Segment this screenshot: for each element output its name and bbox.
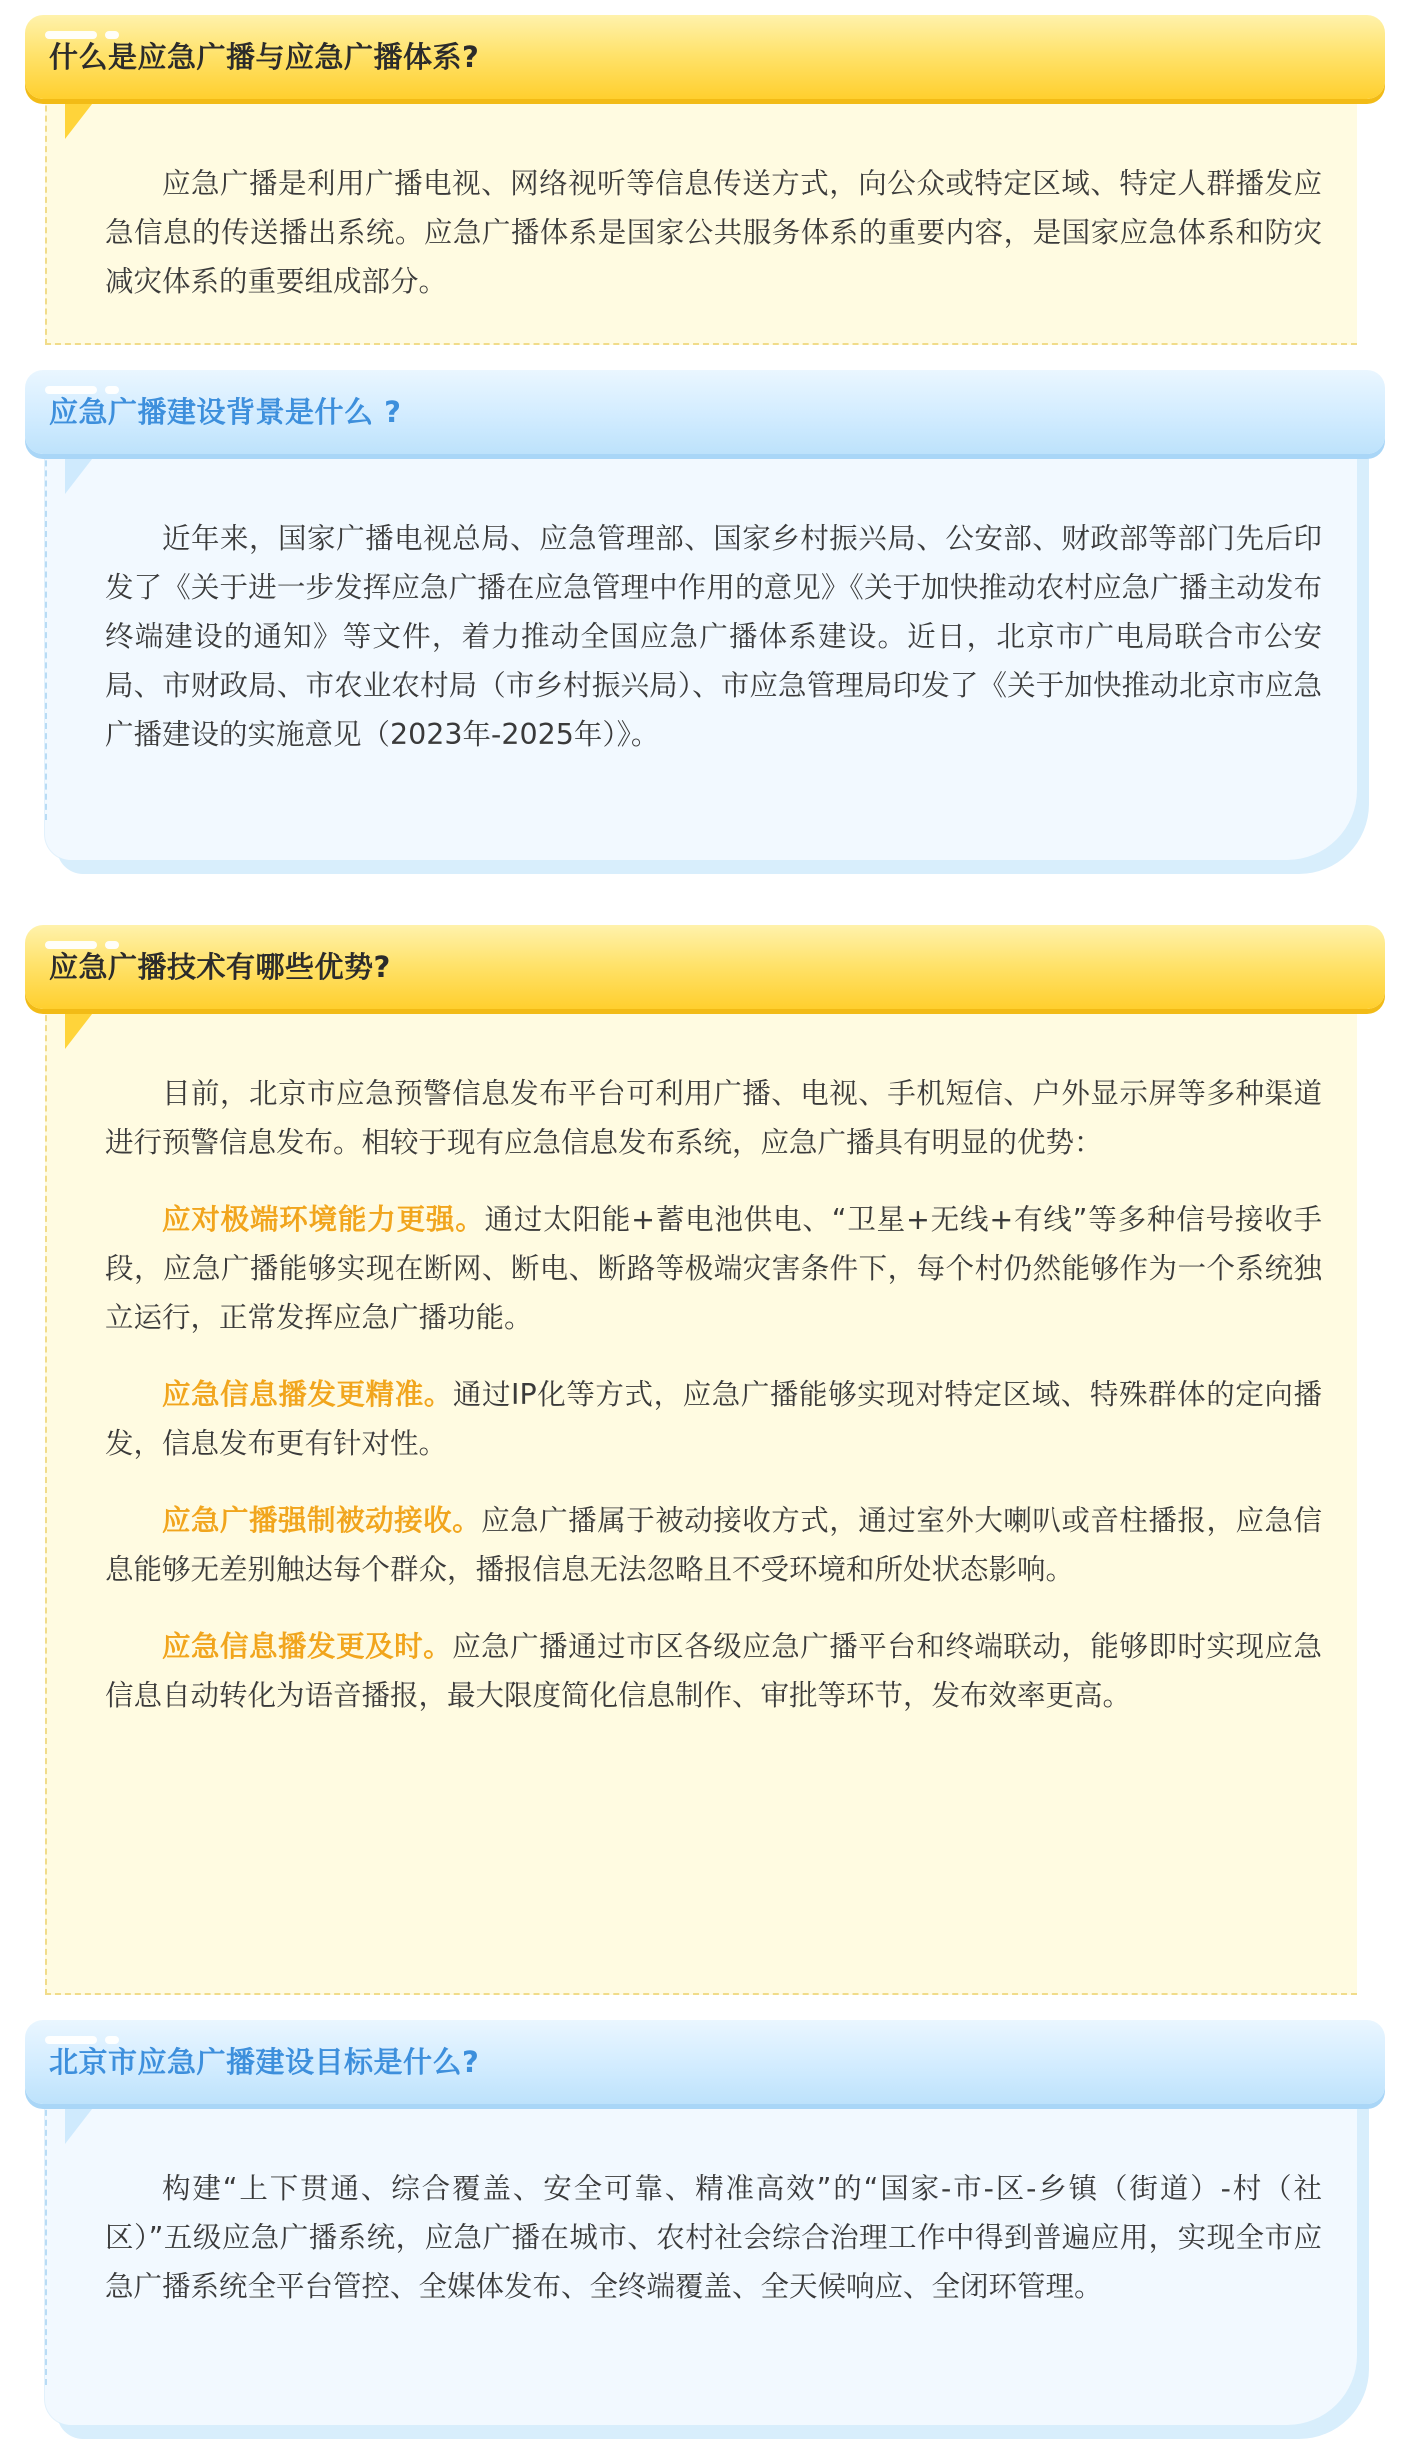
section-body bbox=[105, 2164, 1322, 2311]
section-what-is-emergency-broadcast bbox=[25, 15, 1385, 350]
section-title: 应急广播技术有哪些优势? bbox=[49, 950, 391, 984]
paragraph: 构建“上下贯通、综合覆盖、安全可靠、精准高效”的“国家-市-区-乡镇（街道）-村（社区）”五级应急广播系统，应急广播在城市、农村社会综合治理工作中得到普遍应用，实现全市应急广播系统全平台管控、全媒体发布、全终端覆盖、全天候响应、全闭环管理。 bbox=[105, 2172, 1322, 2303]
section-construction-goals bbox=[25, 2020, 1385, 2440]
section-panel bbox=[45, 430, 1357, 860]
intro-paragraph: 目前，北京市应急预警信息发布平台可利用广播、电视、手机短信、户外显示屏等多种渠道进行预警信息发布。相较于现有应急信息发布系统，应急广播具有明显的优势： bbox=[105, 1077, 1322, 1159]
dashed-divider bbox=[45, 2080, 47, 2385]
section-construction-background bbox=[25, 370, 1385, 875]
advantage-body: 通过IP化等方式，应急广播能够实现对特定区域、特殊群体的定向播发，信息发布更有针对性。 bbox=[105, 1378, 1322, 1460]
paragraph: 近年来，国家广播电视总局、应急管理部、国家乡村振兴局、公安部、财政部等部门先后印发了《关于进一步发挥应急广播在应急管理中作用的意见》《关于加快推动农村应急广播主动发布终端建设的通知》等文件，着力推动全国应急广播体系建设。近日，北京市广电局联合市公安局、市财政局、市农业农村局（市乡村振兴局）、市应急管理局印发了《关于加快推动北京市应急广播建设的实施意见（2023年-2025年）》。 bbox=[105, 522, 1322, 751]
advantage-item bbox=[105, 1370, 1322, 1468]
dashed-divider bbox=[45, 343, 1357, 345]
advantage-body: 应急广播属于被动接收方式，通过室外大喇叭或音柱播报，应急信息能够无差别触达每个群众，播报信息无法忽略且不受环境和所处状态影响。 bbox=[105, 1504, 1322, 1586]
section-body bbox=[105, 514, 1322, 759]
advantage-item bbox=[105, 1496, 1322, 1594]
advantage-heading: 应急广播强制被动接收。 bbox=[162, 1504, 482, 1537]
section-technical-advantages bbox=[25, 925, 1385, 2000]
dashed-divider bbox=[45, 430, 47, 820]
advantage-body: 应急广播通过市区各级应急广播平台和终端联动，能够即时实现应急信息自动转化为语音播报，最大限度简化信息制作、审批等环节，发布效率更高。 bbox=[105, 1630, 1322, 1712]
dashed-divider bbox=[45, 985, 47, 1995]
advantage-heading: 应对极端环境能力更强。 bbox=[162, 1203, 485, 1236]
paragraph: 应急广播是利用广播电视、网络视听等信息传送方式，向公众或特定区域、特定人群播发应急信息的传送播出系统。应急广播体系是国家公共服务体系的重要内容，是国家应急体系和防灾减灾体系的重要组成部分。 bbox=[105, 167, 1322, 298]
advantage-heading: 应急信息播发更及时。 bbox=[162, 1630, 453, 1663]
section-panel bbox=[45, 2080, 1357, 2425]
advantage-item bbox=[105, 1622, 1322, 1720]
section-header bbox=[25, 2020, 1385, 2104]
section-header bbox=[25, 15, 1385, 99]
section-title: 什么是应急广播与应急广播体系? bbox=[49, 40, 480, 74]
section-header bbox=[25, 925, 1385, 1009]
dashed-divider bbox=[45, 1993, 1357, 1995]
section-title: 应急广播建设背景是什么 ? bbox=[49, 395, 402, 429]
section-panel bbox=[45, 75, 1357, 345]
advantage-item bbox=[105, 1195, 1322, 1342]
section-body bbox=[105, 1069, 1322, 1720]
dashed-divider bbox=[45, 75, 47, 345]
advantage-heading: 应急信息播发更精准。 bbox=[162, 1378, 453, 1411]
advantage-body: 通过太阳能+蓄电池供电、“卫星+无线+有线”等多种信号接收手段，应急广播能够实现在断网、断电、断路等极端灾害条件下，每个村仍然能够作为一个系统独立运行，正常发挥应急广播功能。 bbox=[105, 1203, 1322, 1334]
section-body bbox=[105, 159, 1322, 306]
section-title: 北京市应急广播建设目标是什么? bbox=[49, 2045, 480, 2079]
section-panel bbox=[45, 985, 1357, 1995]
section-header bbox=[25, 370, 1385, 454]
